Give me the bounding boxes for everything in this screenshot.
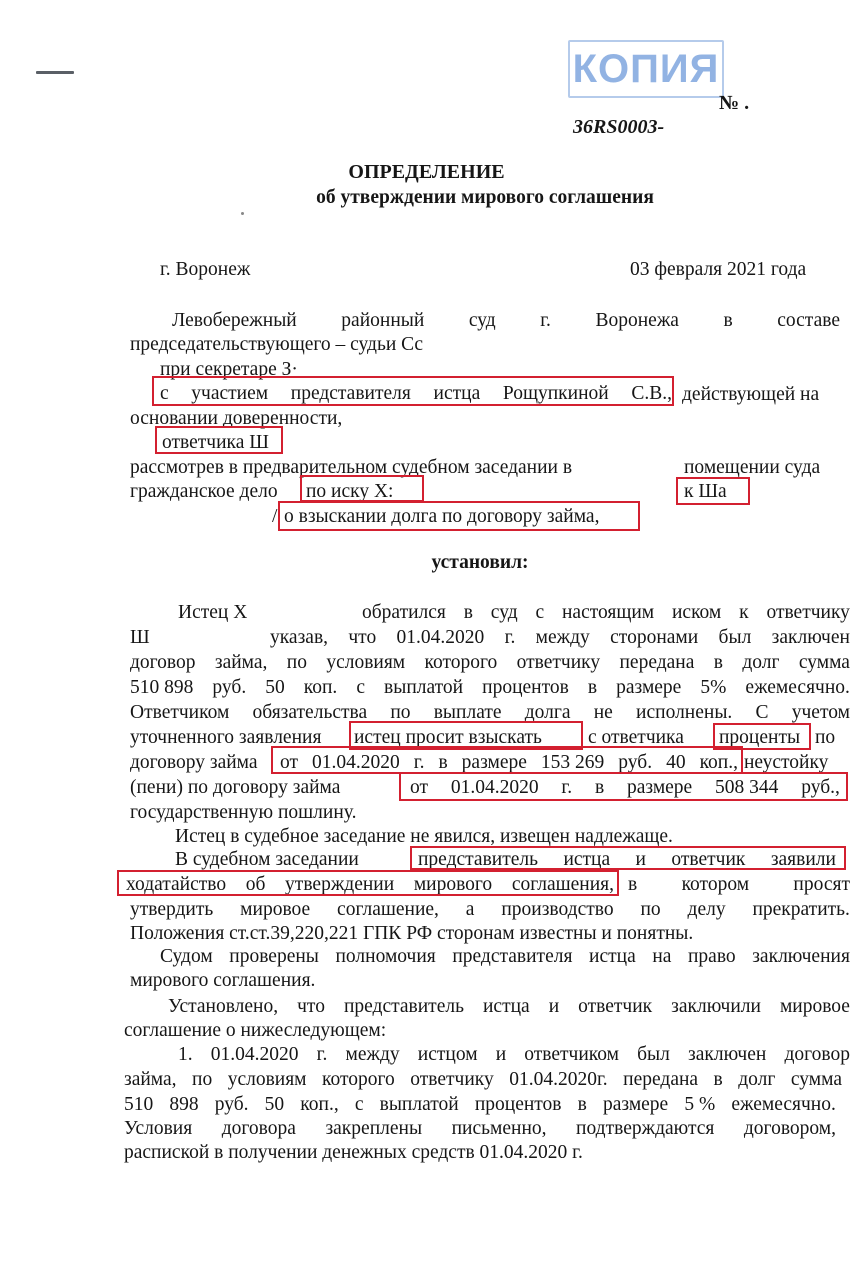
word: 01.04.2020: [396, 627, 485, 648]
word: истца: [433, 383, 481, 404]
word: сумма: [790, 1069, 842, 1090]
word: ответчику: [410, 1069, 494, 1090]
word: настоящим: [561, 602, 655, 623]
word: заявили: [770, 849, 836, 870]
word: мирового: [413, 874, 493, 895]
word: прекратить.: [752, 899, 850, 920]
word: право: [687, 946, 736, 967]
word: обязательства: [252, 702, 368, 723]
body-line-15: [160, 946, 850, 968]
word: Судом: [160, 946, 213, 967]
scan-mark: [36, 71, 74, 74]
body-line-4: [130, 677, 850, 699]
highlight-box: [399, 772, 848, 801]
document-subtitle: об утверждении мирового соглашения: [316, 187, 654, 208]
word: котором: [681, 874, 750, 895]
word: по: [286, 652, 307, 673]
body-line-7-start: договору займа: [130, 752, 258, 773]
word: г.: [316, 1044, 328, 1065]
word: и: [548, 996, 560, 1017]
highlight-box: [152, 376, 674, 406]
word: и: [495, 1044, 507, 1065]
word: которого: [322, 1069, 395, 1090]
body-line-19: [178, 1044, 850, 1066]
word: между: [535, 627, 590, 648]
intro-line-6: ответчика Ш: [162, 432, 269, 453]
word: ответчику: [766, 602, 850, 623]
word: передана: [623, 1069, 699, 1090]
word: 898: [169, 1094, 199, 1115]
word: обратился: [362, 602, 446, 623]
body-line-22: [124, 1118, 836, 1140]
case-defendant: к Ша: [684, 481, 727, 502]
word: представителя: [290, 383, 411, 404]
word: 01.04.2020г.: [509, 1069, 608, 1090]
case-plaintiff: по иску Х:: [306, 481, 394, 502]
body-line-20: [124, 1069, 842, 1091]
word: производство: [501, 899, 614, 920]
word: соглашения,: [511, 874, 614, 895]
word: ответчик: [671, 849, 746, 870]
word: ответчику: [516, 652, 601, 673]
word: руб.: [618, 752, 653, 773]
word: об: [245, 874, 266, 895]
body-line-3: [130, 652, 850, 674]
word: выплатой: [379, 1094, 459, 1115]
word: истца: [589, 946, 636, 967]
word: коп.: [303, 677, 338, 698]
body-line-7-end: неустойку: [744, 752, 829, 773]
body-line-6-start: уточненного заявления: [130, 727, 322, 748]
body-line-17: [168, 996, 850, 1018]
word: размере: [616, 677, 682, 698]
word: долг: [738, 1069, 776, 1090]
intro-line-5: основании доверенности,: [130, 408, 343, 429]
body-line-18: соглашение о нижеследующем:: [124, 1020, 387, 1041]
word: письменно,: [451, 1118, 547, 1139]
word: выплате: [433, 702, 502, 723]
word: и: [635, 849, 646, 870]
body-line-13: [130, 899, 850, 921]
word: не: [593, 702, 613, 723]
word: 50: [265, 677, 285, 698]
word: руб.,: [801, 777, 840, 798]
word: ответчик: [578, 996, 653, 1017]
word: в: [463, 602, 473, 623]
word: мировое: [779, 996, 850, 1017]
word: представителя: [452, 946, 573, 967]
word: С.В.,: [631, 383, 672, 404]
word: в: [587, 677, 598, 698]
word: по: [192, 1069, 213, 1090]
copy-stamp: КОПИЯ: [568, 40, 724, 98]
word: размере: [461, 752, 527, 773]
word: соглашение,: [337, 899, 439, 920]
claim-request: истец просит взыскать: [354, 727, 542, 748]
word: истцом: [417, 1044, 478, 1065]
word: в: [438, 752, 448, 773]
intro-line-1: [172, 310, 840, 332]
word: условиям: [326, 652, 406, 673]
word: суд: [468, 310, 496, 331]
word: ежемесячно.: [745, 677, 850, 698]
claim-interest: проценты: [719, 727, 801, 748]
word: передана: [619, 652, 695, 673]
intro-line-3: при секретаре З·: [160, 359, 298, 380]
word: подтверждаются: [576, 1118, 715, 1139]
word: Рощупкиной: [502, 383, 609, 404]
body-line-23: распиской в получении денежных средств 01.04.2020 г.: [124, 1142, 583, 1163]
word: 50: [264, 1094, 285, 1115]
body-line-21: [124, 1094, 836, 1116]
city: г. Воронеж: [160, 259, 251, 280]
word: заключения: [752, 946, 850, 967]
word: закреплены: [325, 1118, 423, 1139]
word: учетом: [791, 702, 850, 723]
word: истца: [563, 849, 611, 870]
word: к: [739, 602, 749, 623]
word: 508 344: [715, 777, 779, 798]
highlight-box: [117, 870, 619, 896]
word: утверждении: [285, 874, 395, 895]
body-line-12-end: [628, 874, 850, 896]
word: процентов: [474, 1094, 562, 1115]
word: был: [637, 1044, 670, 1065]
word: от: [280, 752, 299, 773]
word: договором,: [743, 1118, 836, 1139]
word: займа,: [214, 652, 268, 673]
word: а: [465, 899, 475, 920]
word: между: [345, 1044, 400, 1065]
body-line-14: Положения ст.ст.39,220,221 ГПК РФ сторонам известны и понятны.: [130, 923, 694, 944]
word: просят: [793, 874, 850, 895]
word: Ответчиком: [130, 702, 230, 723]
intro-line-8: гражданское дело: [130, 481, 278, 502]
word: заключен: [771, 627, 850, 648]
word: 510 898: [130, 677, 194, 698]
word: 510: [124, 1094, 154, 1115]
word: суд: [490, 602, 518, 623]
word: на: [652, 946, 672, 967]
word: руб.: [212, 677, 247, 698]
word: выплатой: [384, 677, 464, 698]
word: с: [160, 383, 169, 404]
word: от: [410, 777, 429, 798]
highlight-box: [410, 846, 846, 870]
case-subject: о взыскании долга по договору займа,: [284, 506, 600, 527]
word: 01.04.2020: [312, 752, 400, 773]
word: представитель: [343, 996, 464, 1017]
highlight-box: [676, 477, 750, 505]
word: сторонами: [610, 627, 699, 648]
word: по: [390, 702, 411, 723]
word: ответчиком: [524, 1044, 619, 1065]
word: долга: [524, 702, 571, 723]
word: Установлено,: [168, 996, 279, 1017]
word: процентов: [482, 677, 569, 698]
word: г.: [561, 777, 573, 798]
word: 5%: [700, 677, 727, 698]
intro-line-9-mark: /: [272, 506, 278, 527]
body-line-16: мирового соглашения.: [130, 970, 316, 991]
word: условиям: [227, 1069, 307, 1090]
body-line-11-start: В судебном заседании: [175, 849, 359, 870]
word: размере: [626, 777, 693, 798]
word: в: [577, 1094, 587, 1115]
word: в: [713, 1069, 723, 1090]
word: истца: [482, 996, 530, 1017]
word: коп.,: [300, 1094, 339, 1115]
word: руб.: [214, 1094, 249, 1115]
word: Воронежа: [595, 310, 679, 331]
word: представитель: [418, 849, 539, 870]
body-line-10: Истец в судебное заседание не явился, извещен надлежаще.: [175, 826, 673, 847]
word: С: [755, 702, 769, 723]
body-line-1-start: Истец Х: [178, 602, 248, 623]
word: 5 %: [684, 1094, 716, 1115]
highlight-box: [278, 501, 640, 531]
word: составе: [777, 310, 840, 331]
word: с: [356, 677, 365, 698]
body-line-6-mid: с ответчика: [588, 727, 684, 748]
word: мировое: [240, 899, 311, 920]
word: иском: [671, 602, 722, 623]
body-line-2-start: Ш: [130, 627, 150, 648]
word: договор: [130, 652, 196, 673]
word: в: [594, 777, 605, 798]
word: ежемесячно.: [731, 1094, 836, 1115]
word: указав,: [270, 627, 329, 648]
body-line-8-start: (пени) по договору займа: [130, 777, 341, 798]
word: займа,: [124, 1069, 177, 1090]
document-title: ОПРЕДЕЛЕНИЕ: [348, 161, 505, 183]
word: долг: [742, 652, 780, 673]
word: договор: [784, 1044, 850, 1065]
document-date: 03 февраля 2021 года: [630, 259, 807, 280]
word: участием: [191, 383, 269, 404]
body-line-2: [270, 627, 850, 649]
word: по: [640, 899, 661, 920]
word: заключен: [688, 1044, 767, 1065]
word: был: [718, 627, 752, 648]
intro-line-4-tail: действующей на: [682, 384, 820, 405]
word: Условия: [124, 1118, 193, 1139]
word: сумма: [798, 652, 850, 673]
word: что: [297, 996, 325, 1017]
word: что: [348, 627, 377, 648]
word: г.: [413, 752, 425, 773]
body-line-6-end: по: [815, 727, 836, 748]
word: в: [713, 652, 723, 673]
body-line-9: государственную пошлину.: [130, 802, 357, 823]
scan-speck: [241, 212, 244, 215]
word: 01.04.2020: [450, 777, 539, 798]
word: 1.: [178, 1044, 193, 1065]
intro-line-7: рассмотрев в предварительном судебном заседании в: [130, 457, 573, 478]
word: коп.,: [699, 752, 738, 773]
word: проверены: [229, 946, 319, 967]
word: г.: [504, 627, 516, 648]
word: Левобережный: [172, 310, 297, 331]
word: утвердить: [130, 899, 214, 920]
word: районный: [341, 310, 425, 331]
word: с: [535, 602, 545, 623]
highlight-box: [155, 426, 283, 454]
word: договора: [221, 1118, 296, 1139]
word: заключили: [671, 996, 761, 1017]
section-heading: установил:: [431, 552, 529, 573]
word: с: [354, 1094, 364, 1115]
word: в: [628, 874, 638, 895]
word: исполнены.: [636, 702, 733, 723]
word: в: [723, 310, 733, 331]
word: делу: [687, 899, 726, 920]
word: которого: [424, 652, 498, 673]
word: 153 269: [540, 752, 605, 773]
case-number: 36RS0003-: [573, 116, 665, 138]
word: полномочия: [335, 946, 436, 967]
highlight-box: [300, 475, 424, 502]
intro-line-7-tail: помещении суда: [684, 457, 821, 478]
document-number: № .: [719, 92, 750, 114]
word: 40: [666, 752, 686, 773]
word: 01.04.2020: [210, 1044, 299, 1065]
word: ходатайство: [126, 874, 227, 895]
word: г.: [540, 310, 551, 331]
word: размере: [602, 1094, 669, 1115]
highlight-box: [271, 746, 743, 774]
body-line-1: [362, 602, 850, 624]
intro-line-2: председательствующего – судьи Сс: [130, 334, 424, 355]
